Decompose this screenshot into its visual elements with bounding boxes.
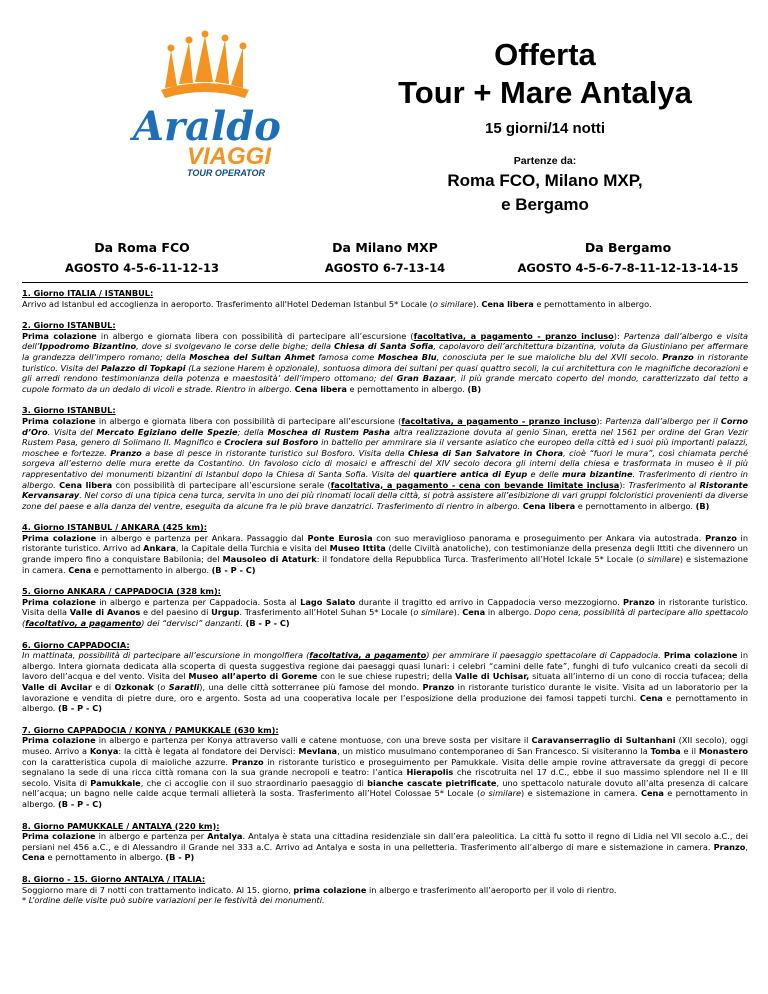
day-title: 2. Giorno ISTANBUL:: [22, 320, 116, 331]
origin-milano: [265, 240, 505, 275]
itinerary: [22, 288, 748, 917]
day-title: 7. Giorno CAPPADOCIA / KONYA / PAMUKKALE (630 km):: [22, 724, 279, 735]
day-text: Arrivo ad Istanbul ed accoglienza in aeroporto. Trasferimento all'Hotel Dedeman Istanbul 5* Locale (o similare). Cena libera e pernottamento in albergo.: [22, 298, 652, 309]
day-title: 6. Giorno CAPPADOCIA:: [22, 639, 130, 650]
day-title: 5. Giorno ANKARA / CAPPADOCIA (328 km):: [22, 586, 221, 597]
day-text: Prima colazione in albergo e partenza per Konya attraverso valli e catene montuose, con una breve sosta per visitare il Caravanserraglio di Sultanhani (XII secolo), oggi museo. Arrivo a Konya: la città è legata al fondatore dei Dervisci: Mevlana, un mistico musulmano contemporaneo di San Francesco. Si visiteranno la Tomba e il Monastero con la caratteristica cupola di maioliche azzurre. Pranzo in ristorante turistico e proseguimento per Pamukkale. Visita delle ampie rovine attraversate da greggi di pecore segnalano la sede di una ricca città romana con la sua grande necropoli e teatro: l’antica Hierapolis che riscotruita nel 17 d.C., ebbe il suo massimo splendore nel II e III secolo. Visita di Pamukkale, che ci accoglie con il suo straordinario paesaggio di bianche cascate pietrificate, uno spettacolo naturale dovuto all’alta presenza di calcare nell’acqua; un bagno nelle calde acque termali allieterà la sosta. Trasferimento all’Hotel Colossae 5* Locale (o similare) e sistemazione in camera. Cena e pernottamento in albergo. (B - P - C): [22, 735, 749, 809]
araldo-viaggi-logo: [105, 28, 315, 178]
title-line-1: Offerta: [494, 37, 596, 72]
day-title: 3. Giorno ISTANBUL:: [22, 405, 116, 416]
origin-city: Da Milano MXP: [332, 240, 438, 255]
day-title: 8. Giorno - 15. Giorno ANTALYA / ITALIA:: [22, 873, 206, 884]
day-text: Soggiorno mare di 7 notti con trattamento indicato. Al 15. giorno, prima colazione in albergo e trasferimento all’aeroporto per il volo di rientro. * L’ordine delle visite può subire variazioni per le festività dei monumenti.: [22, 884, 617, 906]
day-text: Prima colazione in albergo e giornata libera con possibilità di partecipare all’escursione (facoltativa, a pagamento - pranzo incluso): Partenza dall’albergo per il Corno d’Oro. Visita del Mercato Egiziano delle Spezie; della Moschea di Rustem Pasha altra realizzazione dovuta al genio Sinan, eretta nel 1561 per ordine del Gran Vezir Rustem Pasa, genero di Solimano II. Magnifico e Crociera sul Bosforo in battello per ammirare sia il versante asiatico che europeo della città ed i suoi più importanti palazzi, moschee e fortezze. Pranzo a base di pesce in ristorante turistico sul Bosforo. Visita della Chiesa di San Salvatore in Chora, cioè “fuori le mura”, così chiamata perché sorgeva all’esterno delle mura erette da Costantino. Un favoloso ciclo di mosaici e affreschi del XIV secolo decora gli interni della chiesa e trasformata in museo è il più rappresentativo dei monumenti bizantini di Istanbul dopo la Chiesa di Santa Sofia. Visita del quartiere antica di Eyup e delle mura bizantine. Trasferimento di rientro in albergo. Cena libera con possibilità di partecipare all’escursione serale (facoltativa, a pagamento - cena con bevande limitate inclusa): Trasferimento al Ristorante Kervansaray. Nel corso di una tipica cena turca, servita in uno dei più rinomati locali della città, si potrà assistere all’esibizione di vari gruppi folcloristici provenienti da diverse zone del paese e alla danza del ventre, eseguita da alcune fra le più brave danzatrici. Trasferimento di rientro in albergo. Cena libera e pernottamento in albergo. (B): [22, 415, 749, 511]
day-text: Prima colazione in albergo e giornata libera con possibilità di partecipare all’escursione (facoltativa, a pagamento - pranzo incluso): Partenza dall’albergo e visita dell’Ippodromo Bizantino, dove si svolgevano le corse delle bighe; della Chiesa di Santa Sofia, capolavoro dell’architettura bizantina, voluta da Giustiniano per affermare la grandezza dell’impero romano; della Moschea del Sultan Ahmet famosa come Moschea Blu, conosciuta per le sue maioliche blu del XVII secolo. Pranzo in ristorante turistico. Visita del Palazzo di Topkapi (La sezione Harem è opzionale), sontuosa dimora dei sultani per quasi quattro secoli, la cui architettura con le magnifiche decorazioni e gli arredi rendono testimonianza della potenza e maestosità’ dell’impero ottomano; del Gran Bazaar, il più grande mercato coperto del mondo, caratterizzato dal tetto a cupole formato da un dedalo di vicoli e strade. Rientro in albergo. Cena libera e pernottamento in albergo. (B): [22, 330, 749, 394]
departures-line-2: e Bergamo: [501, 195, 589, 214]
day-1: [22, 288, 748, 309]
origin-dates: AGOSTO 6-7-13-14: [324, 261, 446, 275]
title-line-2: Tour + Mare Antalya: [398, 75, 692, 110]
day-8: [22, 821, 748, 863]
day-text: In mattinata, possibilità di partecipare all’escursione in mongolfiera (facoltativa, a pagamento) per ammirare il paesaggio spettacolare di Cappadocia. Prima colazione in albergo. Intera giornata dedicata alla scoperta di questa suggestiva regione dai paesaggi quasi lunari: i celebri “camini delle fate”, funghi di tufo vulcanico creati da secoli di lavoro dell’acqua e del vento. Visita del Museo all’aperto di Goreme con le sue chiese rupestri; della Valle di Uchisar, situata all’interno di un cono di roccia tufacea; della Valle di Avcilar e di Ozkonak (o Saratli), una delle città sotterranee più famose del mondo. Pranzo in ristorante turistico durante le visite. Visita ad un laboratorio per la lavorazione e vendita di pietre dure, oro e argento. Sosta ad una cooperativa locale per l’esposizione della produzione dei famosi tappeti turchi. Cena e pernottamento in albergo. (B - P - C): [22, 650, 749, 714]
day-2: [22, 320, 748, 394]
divider: [22, 282, 748, 283]
day-text: Prima colazione in albergo e partenza per Antalya. Antalya è stata una cittadina residenziale sin dall’era paleolitica. La città fu sotto il regno di Lidia nel VII secolo a.C., dei persiani nel 456 a.C., e di Alessandro il Grande nel 333 a.C. Arrivo ad Antalya e sosta in una pelletteria. Trasferimento all’albergo di mare e sistemazione in camera. Pranzo, Cena e pernottamento in albergo. (B - P): [22, 831, 748, 863]
day-8-15: [22, 874, 748, 906]
svg-text:VIAGGI: VIAGGI: [187, 143, 272, 170]
svg-text:Araldo: Araldo: [133, 103, 281, 150]
day-3: [22, 405, 748, 511]
day-title: 8. Giorno PAMUKKALE / ANTALYA (220 km):: [22, 820, 220, 831]
day-text: Prima colazione in albergo e partenza per Cappadocia. Sosta al Lago Salato durante il tragitto ed arrivo in Cappadocia verso mezzogiorno. Pranzo in ristorante turistico. Visita della Valle di Avanos e del paesino di Urgup. Trasferimento all’Hotel Suhan 5* Locale (o similare). Cena in albergo. Dopo cena, possibilità di partecipare allo spettacolo (facoltativo, a pagamento) dei “dervisci” danzanti. (B - P - C): [22, 596, 749, 629]
departures-line-1: Roma FCO, Milano MXP,: [447, 171, 643, 190]
origin-city: Da Roma FCO: [94, 240, 190, 255]
day-4: [22, 522, 748, 575]
day-text: Prima colazione in albergo e partenza per Ankara. Passaggio dal Ponte Eurosia con suo meraviglioso panorama e proseguimento per Ankara via autostrada. Pranzo in ristorante turistico. Arrivo ad Ankara, la Capitale della Turchia e visita del Museo Ittita (delle Civiltà anatoliche), con testimonianze della presenza degli Ittiti che divennero un grande impero fino a conquistare Babilonia; del Mausoleo di Ataturk: il fondatore della Repubblica Turca. Trasferimento all’Hotel Ickale 5* Locale (o similare) e sistemazione in camera. Cena e pernottamento in albergo. (B - P - C): [22, 532, 749, 575]
origin-dates: AGOSTO 4-5-6-7-8-11-12-13-14-15: [517, 261, 739, 275]
day-title: 1. Giorno ITALIA / ISTANBUL:: [22, 288, 154, 298]
title-block: [330, 36, 760, 215]
origin-city: Da Bergamo: [584, 240, 672, 255]
departures-label: Partenze da:: [513, 155, 577, 167]
day-5: [22, 586, 748, 628]
origin-roma: [22, 240, 262, 275]
origin-dates: AGOSTO 4-5-6-11-12-13: [65, 261, 219, 275]
duration: 15 giorni/14 notti: [484, 120, 605, 137]
svg-text:TOUR OPERATOR: TOUR OPERATOR: [187, 168, 266, 178]
origin-bergamo: [508, 240, 748, 275]
day-6: [22, 640, 748, 714]
day-7: [22, 725, 748, 810]
day-title: 4. Giorno ISTANBUL / ANKARA (425 km):: [22, 522, 208, 533]
crown-icon: [105, 28, 315, 178]
origins-row: [22, 240, 748, 275]
